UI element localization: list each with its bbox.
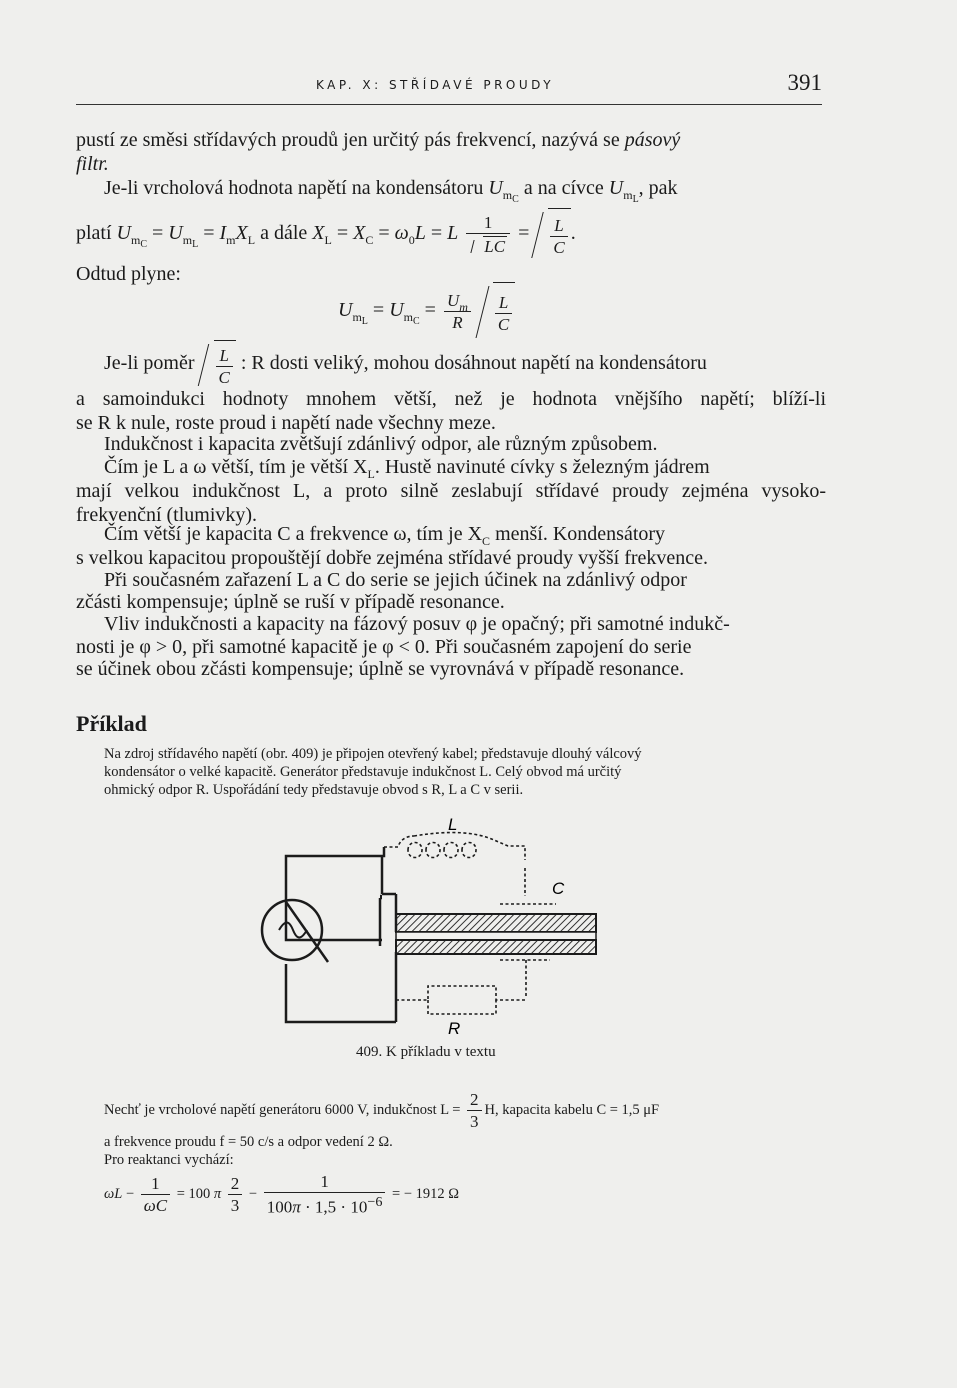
equation-line: platí $U_{m_C} = U_{m_L} = I_mX_L$ a dále $X_L = X_C = \omega_0L = L$ $\frac{1}{LC}$ = $\frac{L}{C}$ . [76,208,826,258]
example-text: Pro reaktanci vychází: [104,1152,234,1168]
wire-top [286,847,384,940]
text-line: nosti je φ > 0, při samotné kapacitě je φ < 0. Při současném zapojení do serie [76,636,692,658]
text-line: frekvenční (tlumivky). [76,504,258,526]
text-line: mají velkou indukčnost L, a proto silně zeslabují střídavé proudy zejména vysoko- [76,480,826,502]
text-line: Při současném zařazení L a C do serie se jejich účinek na zdánlivý odpor [104,569,687,591]
cable-capacitor [396,914,596,954]
text-line: se účinek obou zčásti kompensuje; úplně se vyrovnává v případě resonance. [76,658,685,680]
text-line: Čím větší je kapacita C a frekvence ω, tím je $X_C$ menší. Kondensátory [104,523,666,548]
text-line: Čím je L a ω větší, tím je větší $X_L$. Hustě navinuté cívky s železným jádrem [104,456,710,481]
text-line: se R k nule, roste proud i napětí nade všechny meze. [76,412,496,434]
text-line: Vliv indukčnosti a kapacity na fázový posuv φ je opačný; při samotné indukč- [104,613,730,635]
text-line: s velkou kapacitou propouštějí dobře zejména střídavé proudy vyšší frekvence. [76,547,709,569]
circuit-diagram [250,810,610,1038]
equation-display: $U_{m_L} = U_{m_C}$ = $\frac{U_m}{R}$ $\frac{L}{C}$ [338,282,598,338]
text-line: a samoindukci hodnoty mnohem větší, než je hodnota vnějšího napětí; blíží-li [76,388,826,410]
label-L: L [448,815,458,834]
text-line: pustí ze směsi střídavých proudů jen určitý pás frekvencí, nazývá se pásový [76,129,681,151]
label-R: R [448,1019,461,1038]
text-line: zčásti kompensuje; úplně se ruší v případě resonance. [76,591,505,613]
label-C: C [552,879,565,898]
text-line: Odtud plyne: [76,263,181,285]
page-number: 391 [787,70,822,95]
text-line: Je-li poměr $\frac{L}{C}$ : R dosti veliký, mohou dosáhnout napětí na kondensátoru [104,340,854,386]
wire-bottom [286,964,396,1022]
example-text: Na zdroj střídavého napětí (obr. 409) je připojen otevřený kabel; představuje dlouhý válcový [104,746,642,762]
example-text: Nechť je vrcholové napětí generátoru 6000 V, indukčnost L = $\frac{2}{3}$ H, kapacita kabelu C = 1,5 μF [104,1090,660,1132]
text-line: Indukčnost i kapacita zvětšují zdánlivý odpor, ale různým způsobem. [104,433,658,455]
page-header [76,70,822,105]
example-text: ohmický odpor R. Uspořádání tedy představuje obvod s R, L a C v serii. [104,782,524,798]
resistor-dashed [396,960,550,1014]
text-line: Je-li vrcholová hodnota napětí na kondensátoru $U_{m_C}$ a na cívce $U_{m_L}$, pak [104,177,678,205]
example-text: a frekvence proudu f = 50 c/s a odpor vedení 2 Ω. [104,1134,393,1150]
example-heading: Příklad [76,711,147,736]
example-text: kondensátor o velké kapacitě. Generátor představuje indukčnost L. Celý obvod má určitý [104,764,622,780]
running-head: KAP. X: STŘÍDAVÉ PROUDY [316,78,555,92]
figure-caption: 409. K příkladu v textu [356,1044,496,1060]
coil-inductor [384,833,556,904]
text-line: filtr. [76,153,109,175]
equation-reactance: ωL − $\frac{1}{\omega C}$ = 100 π $\frac{2}{3}$ − $\frac{1}{100\pi \cdot 1,5 \cdot 10^{-6}}$ = − 1912 Ω [104,1172,460,1217]
